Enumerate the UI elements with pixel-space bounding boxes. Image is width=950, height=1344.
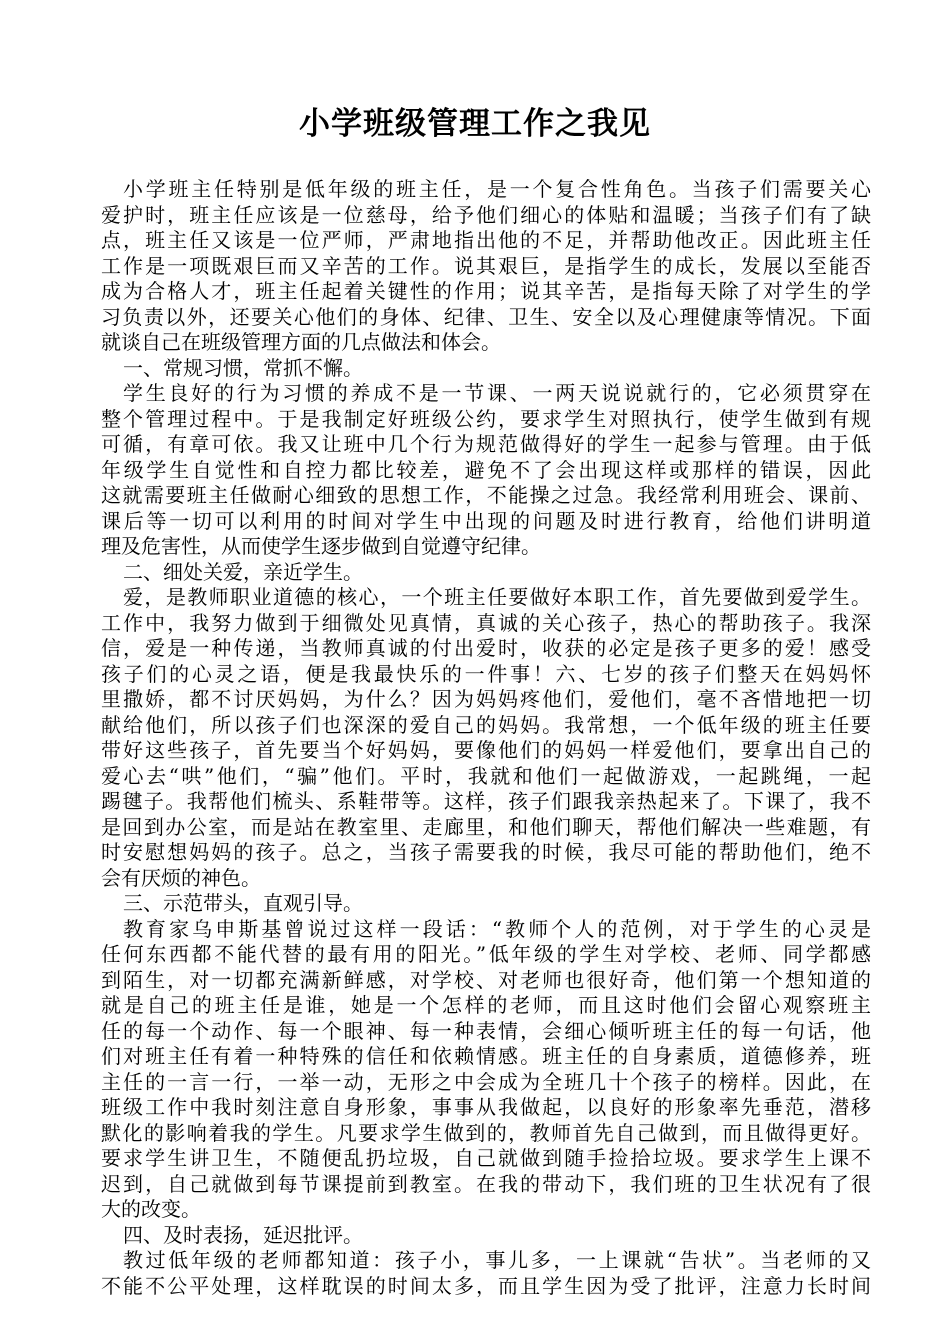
text-line: 里撒娇，都不讨厌妈妈，为什么？因为妈妈疼他们，爱他们，毫不吝惜地把一切 bbox=[101, 687, 871, 711]
text-line: 教育家乌申斯基曾说过这样一段话：“教师个人的范例，对于学生的心灵是 bbox=[123, 916, 871, 941]
text-line: 课后等一切可以利用的时间对学生中出现的问题及时进行教育，给他们讲明道 bbox=[101, 508, 871, 533]
text-line: 到陌生，对一切都充满新鲜感，对学校、对老师也很好奇，他们第一个想知道的 bbox=[101, 967, 871, 992]
text-line: 迟到，自己就做到每节课提前到教室。在我的带动下，我们班的卫生状况有了很 bbox=[101, 1171, 871, 1196]
text-line: 就谈自己在班级管理方面的几点做法和体会。 bbox=[101, 330, 501, 354]
text-line: 工作是一项既艰巨而又辛苦的工作。说其艰巨，是指学生的成长，发展以至能否 bbox=[101, 253, 871, 278]
text-line: 学生良好的行为习惯的养成不是一节课、一两天说说就行的，它必须贯穿在 bbox=[123, 381, 871, 405]
text-line: 一、常规习惯，常抓不懈。 bbox=[123, 355, 363, 380]
text-line: 信，爱是一种传递，当教师真诚的付出爱时，收获的必定是孩子更多的爱！感受 bbox=[101, 636, 871, 660]
text-line: 可循，有章可依。我又让班中几个行为规范做得好的学生一起参与管理。由于低 bbox=[101, 432, 871, 456]
text-line: 爱，是教师职业道德的核心，一个班主任要做好本职工作，首先要做到爱学生。 bbox=[123, 585, 871, 609]
text-line: 主任的一言一行，一举一动，无形之中会成为全班几十个孩子的榜样。因此，在 bbox=[101, 1069, 871, 1094]
text-line: 小学班主任特别是低年级的班主任，是一个复合性角色。当孩子们需要关心 bbox=[123, 177, 871, 201]
text-line: 孩子们的心灵之语，便是我最快乐的一件事！六、七岁的孩子们整天在妈妈怀 bbox=[101, 661, 871, 686]
text-line: 整个管理过程中。于是我制定好班级公约，要求学生对照执行，使学生做到有规 bbox=[101, 406, 871, 431]
text-line: 习负责以外，还要关心他们的身体、纪律、卫生、安全以及心理健康等情况。下面 bbox=[101, 304, 871, 329]
text-line: 这就需要班主任做耐心细致的思想工作，不能操之过急。我经常利用班会、课前、 bbox=[101, 483, 871, 507]
text-line: 年级学生自觉性和自控力都比较差，避免不了会出现这样或那样的错误，因此 bbox=[101, 457, 871, 482]
text-line: 不能不公平处理，这样耽误的时间太多，而且学生因为受了批评，注意力长时间 bbox=[101, 1273, 871, 1298]
text-line: 带好这些孩子，首先要当个好妈妈，要像他们的妈妈一样爱他们，要拿出自己的 bbox=[101, 738, 871, 762]
text-line: 点，班主任又该是一位严师，严肃地指出他的不足，并帮助他改正。因此班主任 bbox=[101, 228, 871, 252]
text-line: 献给他们，所以孩子们也深深的爱自己的妈妈。我常想，一个低年级的班主任要 bbox=[101, 712, 871, 737]
text-line: 默化的影响着我的学生。凡要求学生做到的，教师首先自己做到，而且做得更好。 bbox=[101, 1120, 871, 1145]
text-line: 爱心去“哄”他们，“骗”他们。平时，我就和他们一起做游戏，一起跳绳，一起 bbox=[101, 763, 871, 788]
text-line: 时安慰想妈妈的孩子。总之，当孩子需要我的时候，我尽可能的帮助他们，绝不 bbox=[101, 840, 871, 864]
text-line: 任的每一个动作、每一个眼神、每一种表情，会细心倾听班主任的每一句话，他 bbox=[101, 1018, 871, 1043]
text-line: 二、细处关爱，亲近学生。 bbox=[123, 559, 363, 584]
text-line: 踢毽子。我帮他们梳头、系鞋带等。这样，孩子们跟我亲热起来了。下课了，我不 bbox=[101, 789, 871, 813]
text-line: 教过低年级的老师都知道：孩子小，事儿多，一上课就“告状”。当老师的又 bbox=[123, 1248, 871, 1272]
page-title: 小学班级管理工作之我见 bbox=[299, 106, 651, 142]
text-line: 班级工作中我时刻注意自身形象，事事从我做起，以良好的形象率先垂范，潜移 bbox=[101, 1095, 871, 1119]
body-text bbox=[101, 177, 871, 1299]
text-line: 是回到办公室，而是站在教室里、走廊里，和他们聊天，帮他们解决一些难题，有 bbox=[101, 814, 871, 839]
text-line: 们对班主任有着一种特殊的信任和依赖情感。班主任的自身素质，道德修养，班 bbox=[101, 1044, 871, 1068]
text-line: 会有厌烦的神色。 bbox=[101, 865, 261, 890]
text-line: 三、示范带头，直观引导。 bbox=[123, 891, 363, 915]
text-line: 成为合格人才，班主任起着关键性的作用；说其辛苦，是指每天除了对学生的学 bbox=[101, 279, 871, 303]
text-line: 大的改变。 bbox=[101, 1197, 201, 1221]
text-line: 理及危害性，从而使学生逐步做到自觉遵守纪律。 bbox=[101, 534, 541, 558]
text-line: 爱护时，班主任应该是一位慈母，给予他们细心的体贴和温暖；当孩子们有了缺 bbox=[101, 202, 871, 227]
text-line: 四、及时表扬，延迟批评。 bbox=[123, 1222, 363, 1247]
text-line: 要求学生讲卫生，不随便乱扔垃圾，自己就做到随手捡拾垃圾。要求学生上课不 bbox=[101, 1146, 871, 1170]
text-line: 工作中，我努力做到于细微处见真情，真诚的关心孩子，热心的帮助孩子。我深 bbox=[101, 610, 871, 635]
text-line: 任何东西都不能代替的最有用的阳光。”低年级的学生对学校、老师、同学都感 bbox=[101, 942, 871, 966]
text-line: 就是自己的班主任是谁，她是一个怎样的老师，而且这时他们会留心观察班主 bbox=[101, 993, 871, 1017]
